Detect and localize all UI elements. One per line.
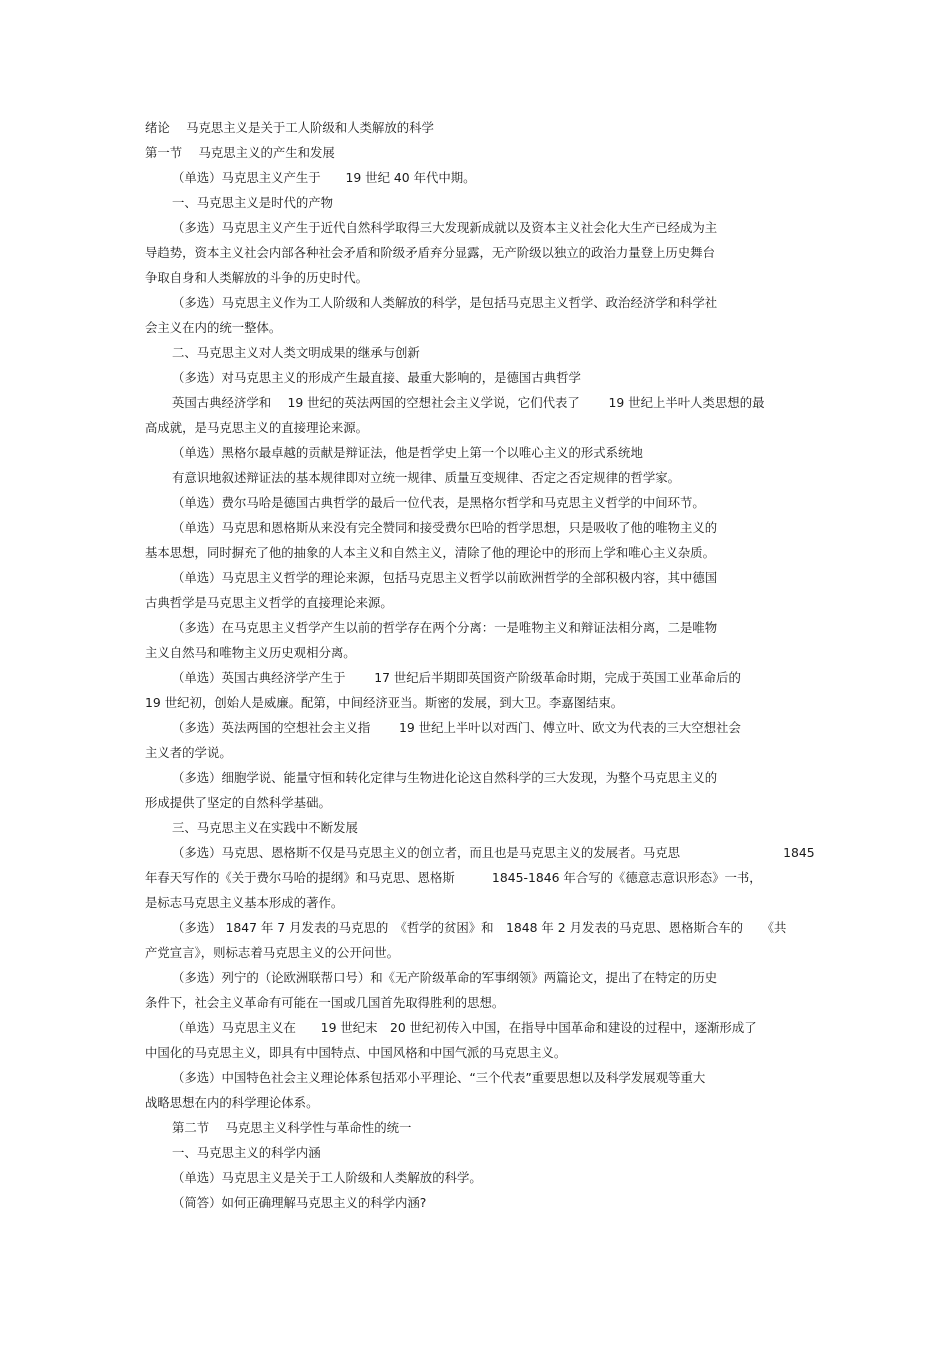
paragraph-line: （多选）在马克思主义哲学产生以前的哲学存在两个分离：一是唯物主义和辩证法相分离，二是唯物 <box>172 620 718 635</box>
paragraph-line: （多选）列宁的（论欧洲联帮口号）和《无产阶级革命的军事纲领》两篇论文，提出了在特定的历史 <box>172 970 718 985</box>
paragraph-line: 产党宣言》，则标志着马克思主义的公开问世。 <box>145 945 400 960</box>
paragraph-line: （单选）费尔马哈是德国古典哲学的最后一位代表，是黑格尔哲学和马克思主义哲学的中间环节。 <box>172 495 705 510</box>
chapter-title: 绪论 马克思主义是关于工人阶级和人类解放的科学 <box>145 120 434 135</box>
paragraph-line: 英国古典经济学和 19 世纪的英法两国的空想社会主义学说，它们代表了 19 世纪上半叶人类思想的最 <box>172 395 765 410</box>
paragraph-line: （多选） 1847 年 7 月发表的马克思的 《哲学的贫困》和 1848 年 2 月发表的马克思、恩格斯合车的 《共 <box>172 920 787 935</box>
paragraph-line: （多选）英法两国的空想社会主义指 19 世纪上半叶以对西门、傅立叶、欧文为代表的三大空想社会 <box>172 720 741 735</box>
paragraph-line: （简答）如何正确理解马克思主义的科学内涵? <box>172 1195 427 1210</box>
paragraph-line: 中国化的马克思主义，即具有中国特点、中国风格和中国气派的马克思主义。 <box>145 1045 567 1060</box>
paragraph-line: 19 世纪初，创始人是威廉。配第，中间经济亚当。斯密的发展，到大卫。李嘉图结束。 <box>145 695 624 710</box>
subsection-heading: 三、马克思主义在实践中不断发展 <box>172 820 358 835</box>
paragraph-line: （单选）马克思主义哲学的理论来源，包括马克思主义哲学以前欧洲哲学的全部积极内容，其中德国 <box>172 570 718 585</box>
paragraph-line: 形成提供了坚定的自然科学基础。 <box>145 795 331 810</box>
paragraph-line: 基本思想，同时摒充了他的抽象的人本主义和自然主义，清除了他的理论中的形而上学和唯心主义杂质。 <box>145 545 715 560</box>
subsection-heading: 一、马克思主义是时代的产物 <box>172 195 334 210</box>
paragraph-line: （多选）细胞学说、能量守恒和转化定律与生物进化论这自然科学的三大发现，为整个马克思主义的 <box>172 770 718 785</box>
paragraph-line: 主义者的学说。 <box>145 745 232 760</box>
subsection-heading: 二、马克思主义对人类文明成果的继承与创新 <box>172 345 420 360</box>
paragraph-line: （单选）英国古典经济学产生于 17 世纪后半期即英国资产阶级革命时期，完成于英国工业革命后的 <box>172 670 741 685</box>
paragraph-line: 是标志马克思主义基本形成的著作。 <box>145 895 344 910</box>
paragraph-line: （单选）马克思主义是关于工人阶级和人类解放的科学。 <box>172 1170 482 1185</box>
paragraph-line: 争取自身和人类解放的斗争的历史时代。 <box>145 270 369 285</box>
paragraph-line: 有意识地叙述辩证法的基本规律即对立统一规律、质量互变规律、否定之否定规律的哲学家。 <box>172 470 681 485</box>
paragraph-line: （多选）马克思主义作为工人阶级和人类解放的科学，是包括马克思主义哲学、政治经济学和科学社 <box>172 295 718 310</box>
paragraph-line: 年春天写作的《关于费尔马哈的提纲》和马克思、恩格斯 1845-1846 年合写的《德意志意识形态》一书， <box>145 870 762 885</box>
paragraph-line: 条件下，社会主义革命有可能在一国或几国首先取得胜利的思想。 <box>145 995 505 1010</box>
paragraph-line: （单选）马克思主义在 19 世纪末 20 世纪初传入中国，在指导中国革命和建设的过程中，逐渐形成了 <box>172 1020 757 1035</box>
paragraph-line: 会主义在内的统一整体。 <box>145 320 282 335</box>
paragraph-line: （单选）马克思主义产生于 19 世纪 40 年代中期。 <box>172 170 476 185</box>
paragraph-line: （多选）马克思主义产生于近代自然科学取得三大发现新成就以及资本主义社会化大生产已经成为主 <box>172 220 718 235</box>
paragraph-line: 战略思想在内的科学理论体系。 <box>145 1095 319 1110</box>
paragraph-line: （多选）马克思、恩格斯不仅是马克思主义的创立者，而且也是马克思主义的发展者。马克思 1845 <box>172 845 815 860</box>
paragraph-line: （多选）中国特色社会主义理论体系包括邓小平理论、“三个代表”重要思想以及科学发展观等重大 <box>172 1070 706 1085</box>
paragraph-line: （多选）对马克思主义的形成产生最直接、最重大影响的，是德国古典哲学 <box>172 370 581 385</box>
section-heading: 第二节 马克思主义科学性与革命性的统一 <box>172 1120 412 1135</box>
paragraph-line: 导趋势，资本主义社会内部各种社会矛盾和阶级矛盾弃分显露，无产阶级以独立的政治力量登上历史舞台 <box>145 245 715 260</box>
paragraph-line: 主义自然马和唯物主义历史观相分离。 <box>145 645 356 660</box>
paragraph-line: （单选）黑格尔最卓越的贡献是辩证法，他是哲学史上第一个以唯心主义的形式系统地 <box>172 445 643 460</box>
paragraph-line: 高成就，是马克思主义的直接理论来源。 <box>145 420 369 435</box>
paragraph-line: 古典哲学是马克思主义哲学的直接理论来源。 <box>145 595 393 610</box>
subsection-heading: 一、马克思主义的科学内涵 <box>172 1145 321 1160</box>
section-heading: 第一节 马克思主义的产生和发展 <box>145 145 335 160</box>
paragraph-line: （单选）马克思和恩格斯从来没有完全赞同和接受费尔巴哈的哲学思想，只是吸收了他的唯物主义的 <box>172 520 718 535</box>
